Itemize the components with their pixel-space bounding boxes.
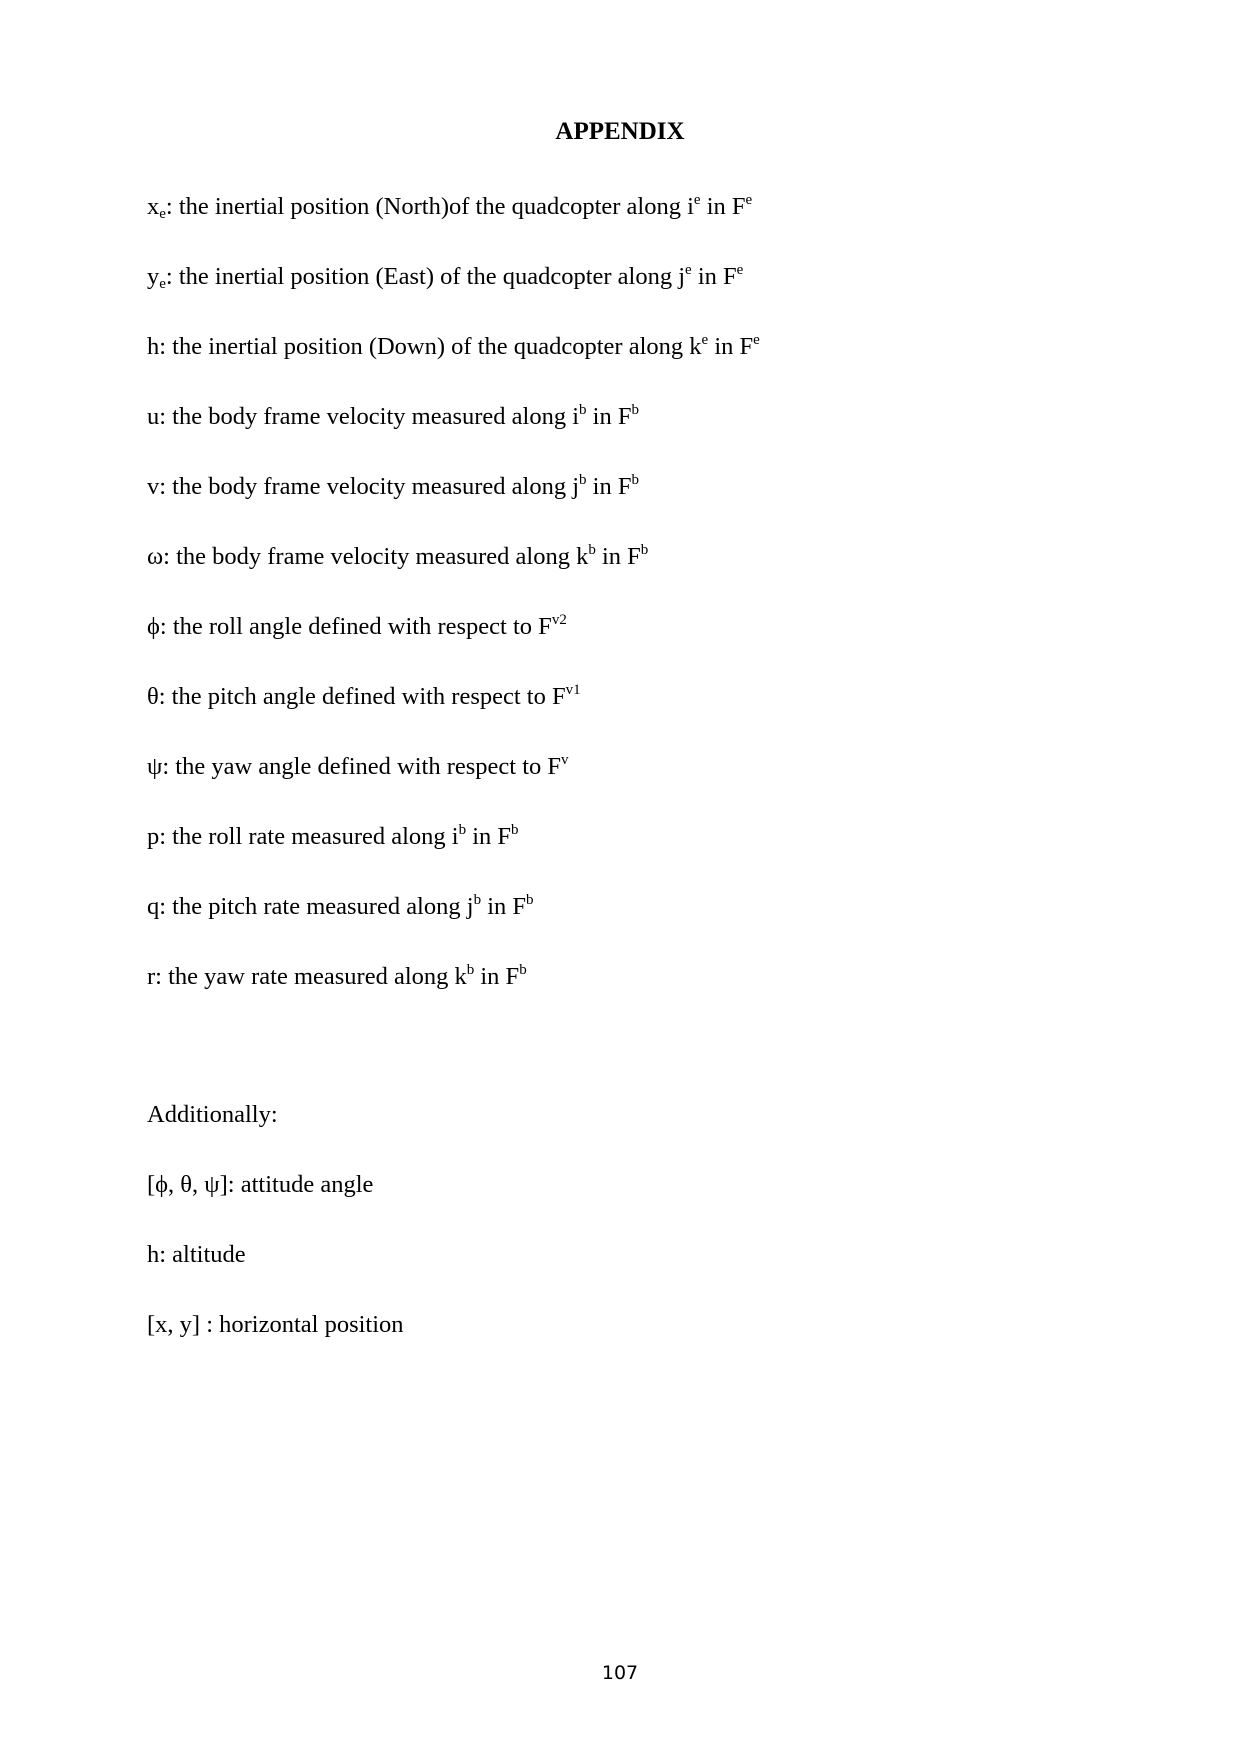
definition-line: θ: the pitch angle defined with respect to $F^{v1}$ xyxy=(147,682,581,710)
definition-line: u: the body frame velocity measured along $i^b$ in $F^b$ xyxy=(147,402,639,430)
additionally-label: Additionally: xyxy=(147,1101,278,1128)
definition-line: ψ: the yaw angle defined with respect to $F^v$ xyxy=(147,752,569,780)
definition-line: $y_e$: the inertial position (East) of the quadcopter along $j^e$ in $F^e$ xyxy=(147,262,744,292)
definition-line: q: the pitch rate measured along $j^b$ in $F^b$ xyxy=(147,892,534,920)
definition-line: ω: the body frame velocity measured along $k^b$ in $F^b$ xyxy=(147,542,649,570)
extra-line: h: altitude xyxy=(147,1241,246,1268)
definition-line: $x_e$: the inertial position (North)of the quadcopter along $i^e$ in $F^e$ xyxy=(147,192,753,222)
definition-line: v: the body frame velocity measured along $j^b$ in $F^b$ xyxy=(147,472,639,500)
page-number: 107 xyxy=(601,1662,639,1684)
definition-line: r: the yaw rate measured along $k^b$ in $F^b$ xyxy=(147,962,527,990)
definition-line: p: the roll rate measured along $i^b$ in $F^b$ xyxy=(147,822,519,850)
appendix-heading: APPENDIX xyxy=(555,118,685,145)
definition-line: h: the inertial position (Down) of the quadcopter along $k^e$ in $F^e$ xyxy=(147,332,760,360)
extra-line: [x, y] : horizontal position xyxy=(147,1311,404,1338)
extra-line: [ϕ, θ, ψ]: attitude angle xyxy=(147,1171,374,1198)
definition-line: ϕ: the roll angle defined with respect to $F^{v2}$ xyxy=(147,612,567,640)
